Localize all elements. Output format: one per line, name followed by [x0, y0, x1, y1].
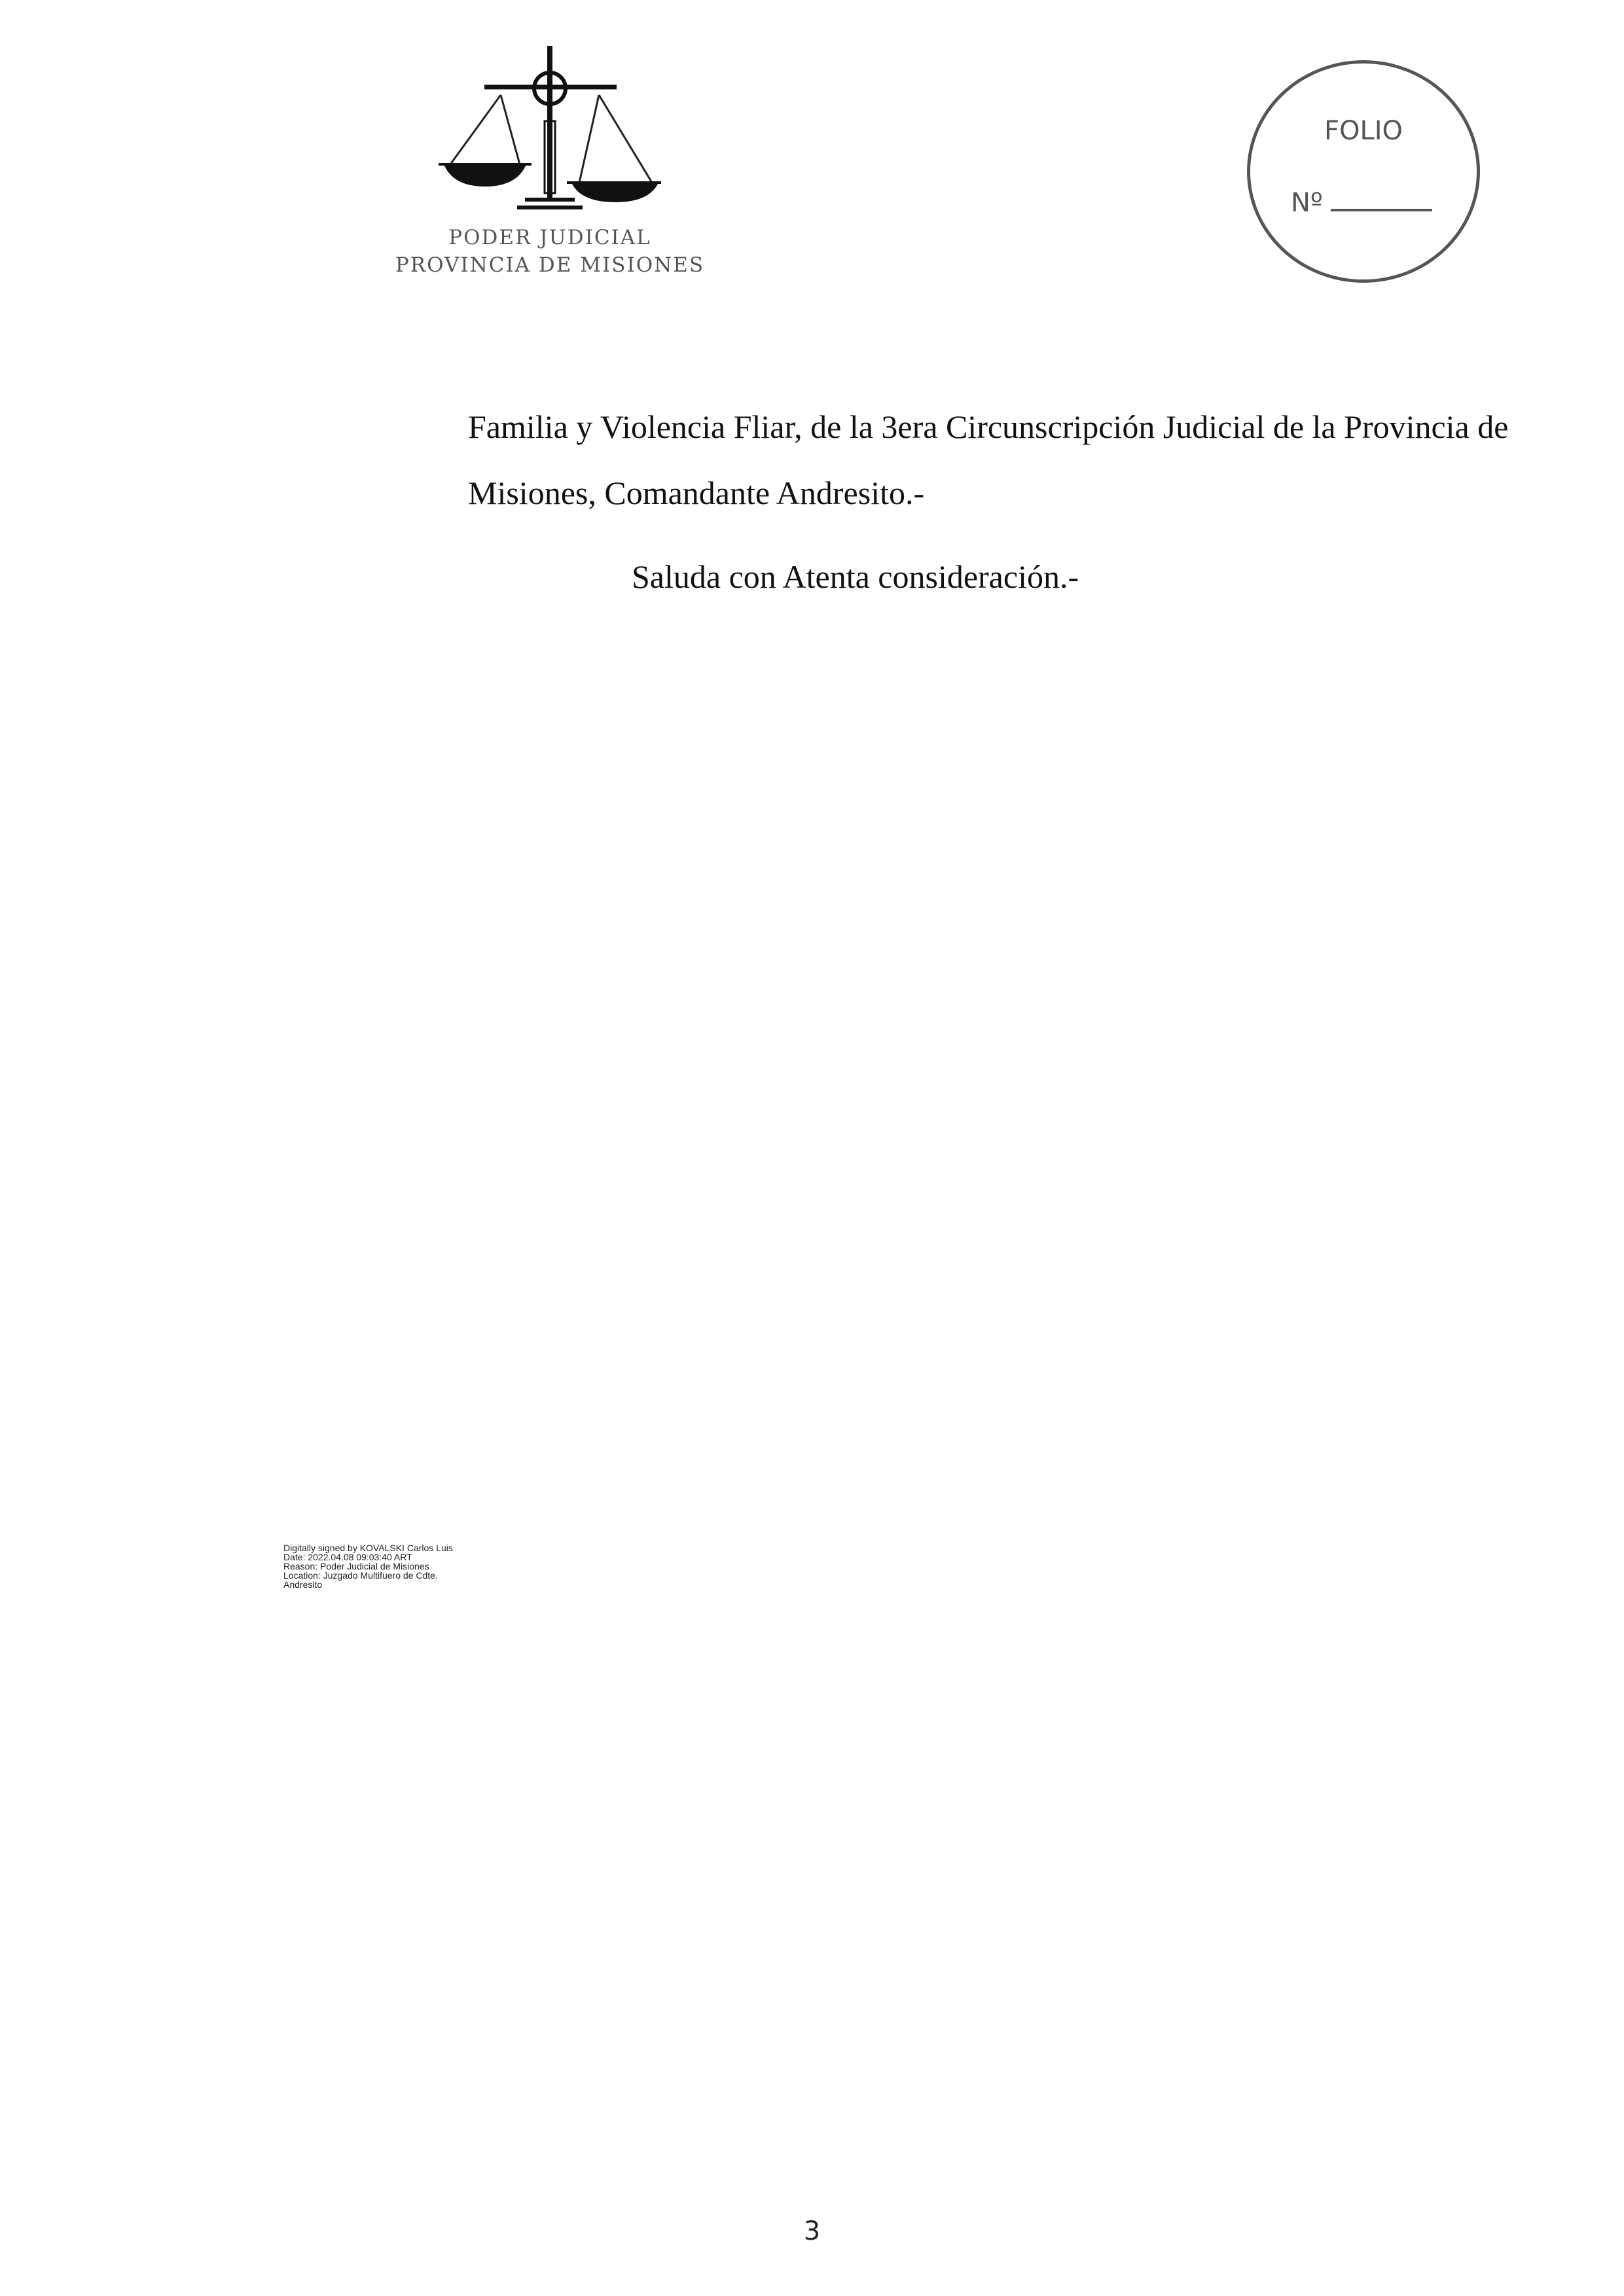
signature-signed-by: Digitally signed by KOVALSKI Carlos Luis: [283, 1543, 453, 1553]
signature-location-cont: Andresito: [283, 1579, 323, 1590]
signature-date: Date: 2022.04.08 09:03:40 ART: [283, 1552, 412, 1562]
folio-stamp: [1247, 60, 1480, 283]
signature-reason: Reason: Poder Judicial de Misiones: [283, 1561, 429, 1571]
folio-number-blank: [1331, 189, 1432, 211]
closing-greeting: Saluda con Atenta consideración.-: [632, 558, 1079, 595]
scales-of-justice-icon: [439, 36, 661, 219]
folio-number-field: [1291, 188, 1432, 218]
logo-line-poder-judicial: PODER JUDICIAL: [448, 226, 651, 249]
digital-signature-block: [283, 1543, 453, 1589]
signature-location: Location: Juzgado Multifuero de Cdte.: [283, 1570, 438, 1581]
page-number: 3: [803, 2216, 821, 2246]
logo-line-provincia: PROVINCIA DE MISIONES: [395, 253, 705, 277]
folio-number-label: Nº: [1291, 188, 1323, 218]
body-paragraph: Familia y Violencia Fliar, de la 3era Circunscripción Judicial de la Provincia de Misiones, Comandante Andresito.-: [468, 408, 1509, 511]
folio-label: FOLIO: [1324, 116, 1403, 146]
poder-judicial-logo: [393, 36, 707, 298]
